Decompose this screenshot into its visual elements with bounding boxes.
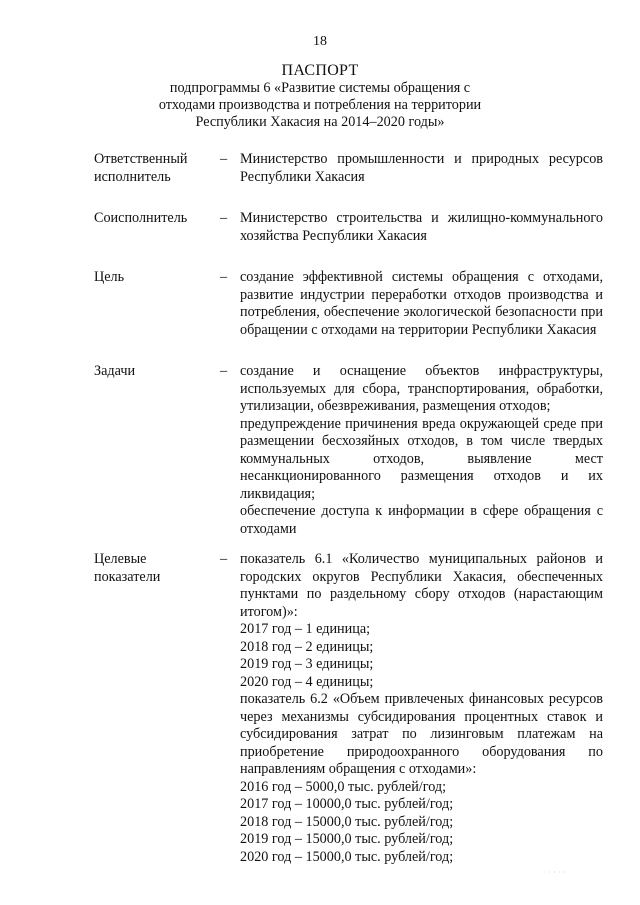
content-line: направлениям обращения с отходами»: [240, 761, 477, 777]
content-line: показатель 6.1 «Количество муниципальных районов и [240, 551, 603, 567]
section-content [240, 551, 603, 866]
content-line: потребления, обеспечение экологической безопасности при [240, 304, 603, 320]
content-line: коммунальных отходов, выявление мест [240, 450, 603, 467]
label-line: Соисполнитель [94, 210, 188, 226]
section-content [240, 210, 603, 245]
content-line: развитие индустрии переработки отходов производства и [240, 286, 603, 303]
document-subtitle [0, 80, 640, 131]
content-line: итогом)»: [240, 603, 298, 620]
label-line: Задачи [94, 363, 136, 379]
content-line: Министерство строительства и жилищно-коммунального [240, 210, 603, 226]
section-content [240, 269, 603, 339]
dash-separator: – [220, 363, 228, 379]
content-line: через механизмы субсидирования процентных ставок и [240, 708, 603, 725]
content-line: размещении бесхозяйных отходов, в том числе твердых [240, 433, 603, 449]
content-line: 2020 год – 4 единицы; [240, 673, 374, 690]
dash-separator: – [220, 551, 228, 567]
content-line: 2017 год – 1 единица; [240, 621, 371, 637]
label-line: Ответственный [94, 151, 188, 167]
content-line: 2017 год – 10000,0 тыс. рублей/год; [240, 796, 454, 812]
content-line: несанкционированного размещения отходов и их [240, 468, 603, 484]
content-line: пунктами по раздельному сбору отходов (нарастающим [240, 586, 603, 602]
page-number: 18 [313, 34, 327, 49]
section-content [240, 151, 603, 186]
content-line: 2020 год – 15000,0 тыс. рублей/год; [240, 848, 454, 865]
dash-separator: – [220, 210, 228, 226]
content-line: создание эффективной системы обращения с отходами, [240, 269, 603, 285]
content-line: используемых для сбора, транспортирования, обработки, [240, 380, 603, 397]
content-line: отходами [240, 520, 297, 537]
section-label [94, 363, 214, 381]
label-line: Целевые [94, 551, 147, 567]
content-line: субсидирования затрат по лизинговым платежам на [240, 726, 603, 742]
section-label [94, 269, 214, 287]
section-label [94, 210, 214, 228]
section-label [94, 151, 214, 186]
content-line: обращении с отходами на территории Республики Хакасия [240, 321, 597, 338]
label-line: Цель [94, 269, 125, 285]
content-line: создание и оснащение объектов инфраструктуры, [240, 363, 603, 379]
content-line: Республики Хакасия [240, 168, 365, 185]
content-line: ликвидация; [240, 485, 316, 502]
content-line: 2019 год – 3 единицы; [240, 656, 374, 672]
dash-separator: – [220, 151, 228, 167]
label-line: исполнитель [94, 168, 171, 185]
content-line: городских округов Республики Хакасия, обеспеченных [240, 568, 603, 585]
content-line: 2018 год – 15000,0 тыс. рублей/год; [240, 813, 454, 830]
subtitle-line: отходами производства и потребления на территории [158, 97, 482, 113]
scan-mark: · · · · [548, 868, 566, 877]
content-line: Министерство промышленности и природных ресурсов [240, 151, 603, 167]
content-line: утилизации, обезвреживания, размещения отходов; [240, 398, 551, 414]
content-line: предупреждение причинения вреда окружающей среде при [240, 415, 603, 432]
content-line: 2019 год – 15000,0 тыс. рублей/год; [240, 831, 454, 847]
content-line: приобретение природоохранного оборудования по [240, 743, 603, 760]
label-line: показатели [94, 568, 161, 585]
content-line: показатель 6.2 «Объем привлеченых финансовых ресурсов [240, 691, 603, 707]
content-line: 2016 год – 5000,0 тыс. рублей/год; [240, 778, 447, 795]
subtitle-line: подпрограммы 6 «Развитие системы обращения с [169, 80, 471, 96]
content-line: хозяйства Республики Хакасия [240, 227, 427, 244]
content-line: 2018 год – 2 единицы; [240, 638, 374, 655]
subtitle-line: Республики Хакасия на 2014–2020 годы» [195, 114, 445, 130]
section-content [240, 363, 603, 538]
section-label [94, 551, 214, 586]
document-title: ПАСПОРТ [281, 62, 359, 79]
dash-separator: – [220, 269, 228, 285]
content-line: обеспечение доступа к информации в сфере обращения с [240, 503, 603, 519]
